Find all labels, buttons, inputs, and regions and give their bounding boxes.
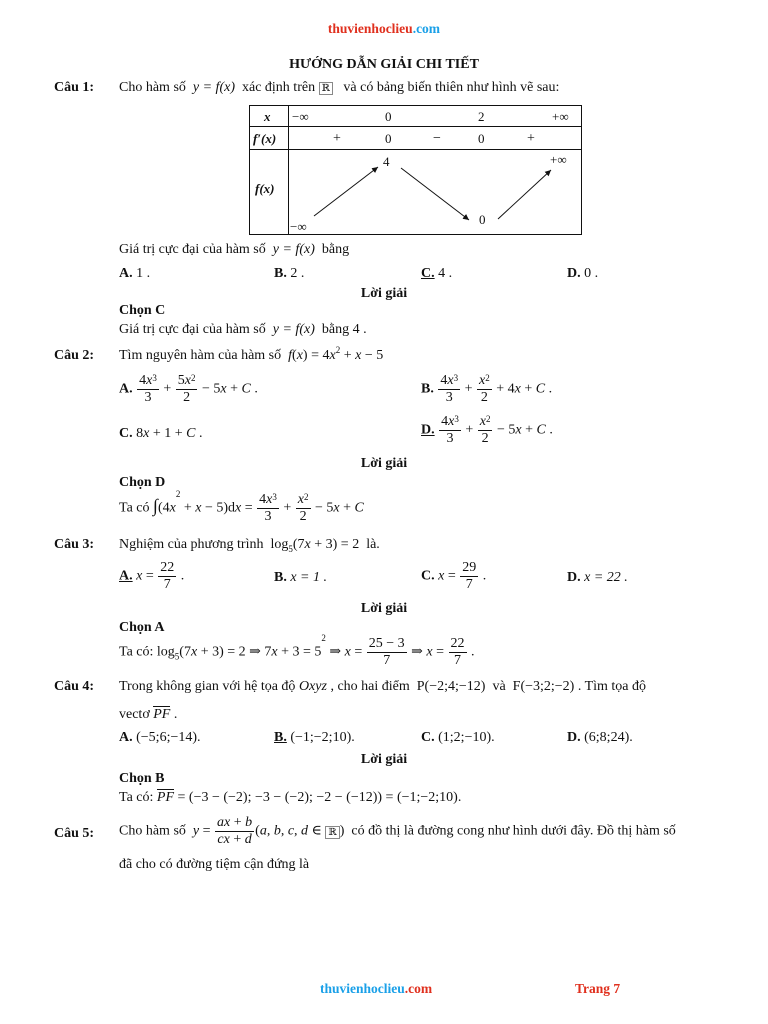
f-val-max: 4 xyxy=(383,154,390,169)
q2-label: Câu 2: xyxy=(54,348,95,363)
q3-option-d[interactable]: D. x = 22 . xyxy=(567,570,628,585)
q4-label: Câu 4: xyxy=(54,679,95,694)
header-site: thuvienhoclieu.com xyxy=(327,21,441,36)
real-set-glyph: ℝ xyxy=(319,82,333,95)
q1-question: Giá trị cực đại của hàm số y = f(x) bằng xyxy=(119,242,350,257)
q1-option-a[interactable]: A. 1 . xyxy=(119,266,151,281)
table-fp-label: f′(x) xyxy=(253,131,277,146)
fp-sign-1: + xyxy=(333,131,341,146)
q2-option-d[interactable]: D. $\frac{4x^3}{3}$ + $\frac{x^2}{2}$ − 5x + C . xyxy=(421,414,553,446)
q2-solution: Ta có $\int(4x^2 + x - 5)dx$ = $\frac{4x^3}{3}$ + $\frac{x^2}{2}$ − 5x + C xyxy=(119,489,364,524)
variation-table xyxy=(249,105,582,235)
page-title: HƯỚNG DẪN GIẢI CHI TIẾT xyxy=(289,57,479,72)
q2-text: Tìm nguyên hàm của hàm số $f(x) = 4x^2 + x - 5$ xyxy=(119,345,384,363)
x-val-2: 2 xyxy=(478,109,485,124)
q2-choose: Chọn D xyxy=(119,475,166,490)
f-val-minus-inf: −∞ xyxy=(290,219,307,234)
q4-option-a[interactable]: A. (−5;6;−14). xyxy=(119,730,201,745)
fp-zero-2: 0 xyxy=(478,131,485,146)
q4-choose: Chọn B xyxy=(119,771,165,786)
q4-option-b[interactable]: B. (−1;−2;10). xyxy=(274,730,355,745)
q4-option-c[interactable]: C. (1;2;−10). xyxy=(421,730,495,745)
q1-option-b[interactable]: B. 2 . xyxy=(274,266,305,281)
x-val-plus-inf: +∞ xyxy=(552,109,569,124)
page-number: Trang 7 xyxy=(575,981,621,996)
footer-site: thuvienhoclieu.com xyxy=(320,981,433,996)
x-val-minus-inf: −∞ xyxy=(292,109,309,124)
f-val-plus-inf: +∞ xyxy=(550,152,567,167)
q2-option-a[interactable]: A. $\frac{4x^3}{3}$ + $\frac{5x^2}{2}$ − 5x + C . xyxy=(119,373,258,405)
q4-loigiai: Lời giải xyxy=(360,752,408,767)
q3-label: Câu 3: xyxy=(54,537,95,552)
q2-option-b[interactable]: B. $\frac{4x^3}{3}$ + $\frac{x^2}{2}$ + 4x + C . xyxy=(421,373,553,405)
q3-loigiai: Lời giải xyxy=(360,601,408,616)
fp-sign-3: + xyxy=(527,131,535,146)
q5-text: Cho hàm số y = $\frac{ax + b}{cx + d}$ (a, b, c, d ∈ ℝ ) có đồ thị là đường cong như hình dưới đây. Đồ thị hàm số xyxy=(119,815,676,847)
q3-option-c[interactable]: C. x = $\frac{29}{7}$ . xyxy=(421,560,487,592)
table-f-label: f(x) xyxy=(255,181,275,196)
q3-option-b[interactable]: B. x = 1 . xyxy=(274,570,328,585)
q1-option-d[interactable]: D. 0 . xyxy=(567,266,599,281)
q4-solution: Ta có: PF = (−3 − (−2); −3 − (−2); −2 − (−12)) = (−1;−2;10). xyxy=(119,790,462,805)
q3-solution: Ta có: $\log_5(7x + 3) = 2$ ⇒ $7x + 3 = 5^2$ ⇒ x = $\frac{25 - 3}{7}$ ⇒ x = $\frac{22}{7}$ . xyxy=(119,633,475,668)
variation-arrows xyxy=(250,106,581,234)
q3-option-a[interactable]: A. x = $\frac{22}{7}$ . xyxy=(119,560,185,592)
table-x-label: x xyxy=(264,109,271,124)
q2-loigiai: Lời giải xyxy=(360,456,408,471)
x-val-0: 0 xyxy=(385,109,392,124)
q5-label: Câu 5: xyxy=(54,826,95,841)
q2-option-c[interactable]: C. 8x + 1 + C . xyxy=(119,426,203,441)
q1-option-c[interactable]: C. 4 . xyxy=(421,266,453,281)
q3-choose: Chọn A xyxy=(119,620,165,635)
q1-label: Câu 1: xyxy=(54,80,95,95)
q1-choose: Chọn C xyxy=(119,303,166,318)
fp-sign-2: − xyxy=(433,131,441,146)
q1-loigiai: Lời giải xyxy=(360,286,408,301)
q4-text: Trong không gian với hệ tọa độ Oxyz , cho hai điểm P(−2;4;−12) và F(−3;2;−2) . Tìm tọa độ xyxy=(119,679,647,694)
q4-text-2: vectơ PF . xyxy=(119,707,178,722)
f-val-min: 0 xyxy=(479,212,486,227)
q3-text: Nghiệm của phương trình $\log_5(7x + 3) = 2$ là. xyxy=(119,537,380,554)
real-set-glyph-2: ℝ xyxy=(325,826,339,839)
q5-text-2: đã cho có đường tiệm cận đứng là xyxy=(119,857,310,872)
q1-text: Cho hàm số y = f(x) xác định trên ℝ và có bảng biến thiên như hình vẽ sau: xyxy=(119,80,560,95)
q1-solution: Giá trị cực đại của hàm số y = f(x) bằng 4 . xyxy=(119,322,367,337)
q4-option-d[interactable]: D. (6;8;24). xyxy=(567,730,633,745)
fp-zero-1: 0 xyxy=(385,131,392,146)
